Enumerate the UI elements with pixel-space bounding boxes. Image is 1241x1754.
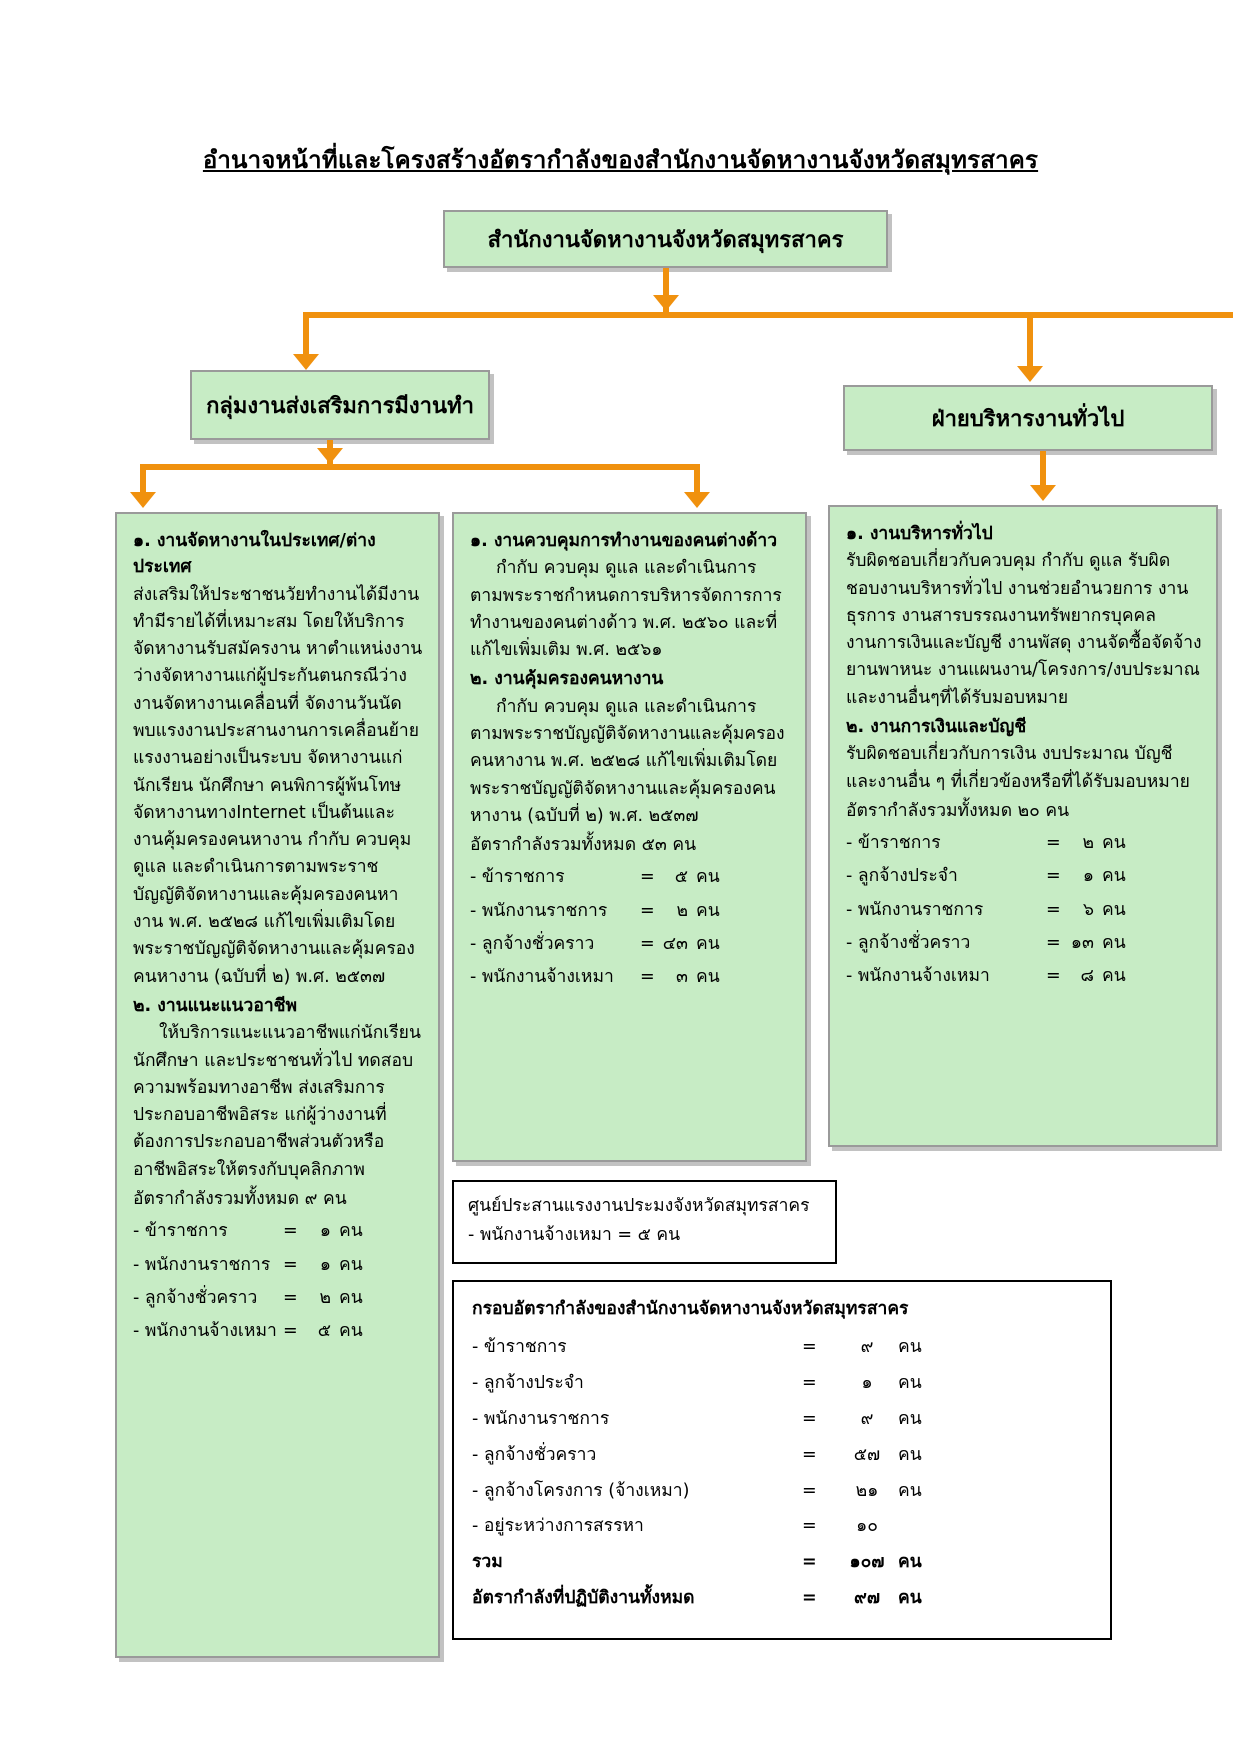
staff-unit: คน	[1102, 866, 1126, 887]
staff-num: ๓	[676, 967, 688, 988]
col2-staff-row	[470, 895, 791, 928]
framework-label: - ลูกจ้างชั่วคราว	[472, 1444, 597, 1465]
framework-row	[472, 1438, 1092, 1474]
framework-label: - อยู่ระหว่างการสรรหา	[472, 1516, 644, 1537]
panel-fishery-labour-center	[452, 1180, 837, 1264]
col2-staff-row	[470, 961, 791, 994]
framework-num: ๕๗	[853, 1444, 881, 1465]
arrowhead-col3	[1030, 485, 1056, 501]
staff-label: - ลูกจ้างชั่วคราว	[470, 933, 595, 954]
framework-unit: คน	[898, 1337, 922, 1357]
framework-eq: =	[802, 1372, 817, 1393]
col3-total-line: อัตรากำลังรวมทั้งหมด ๒๐ คน	[846, 800, 1070, 821]
col1-staff-row	[133, 1282, 424, 1315]
framework-row	[472, 1474, 1092, 1510]
branch-label-left: กลุ่มงานส่งเสริมการมีงานทำ	[206, 393, 474, 419]
staff-num: ๕	[317, 1321, 331, 1342]
connector-to-left-branch	[303, 312, 309, 360]
org-root-box	[443, 210, 888, 268]
staff-label: - ข้าราชการ	[846, 833, 941, 854]
staff-eq: =	[640, 967, 655, 988]
framework-row	[472, 1366, 1092, 1402]
staff-num: ๒	[319, 1287, 331, 1308]
connector-left-bus	[140, 464, 700, 470]
arrowhead-left-stem	[317, 448, 343, 464]
arrowhead-root-stem	[653, 295, 679, 311]
staff-eq: =	[283, 1221, 298, 1242]
col3-heading-1: ๑. งานบริหารทั่วไป	[846, 524, 993, 544]
staff-eq: =	[283, 1254, 298, 1275]
framework-num: ๙๗	[854, 1588, 880, 1609]
framework-row-active-total	[472, 1581, 1092, 1617]
col1-total-line: อัตรากำลังรวมทั้งหมด ๙ คน	[133, 1188, 347, 1209]
staff-unit: คน	[696, 933, 720, 954]
col2-staff-row	[470, 928, 791, 961]
staff-label: - ลูกจ้างชั่วคราว	[846, 932, 971, 953]
framework-label: - ลูกจ้างโครงการ (จ้างเหมา)	[472, 1480, 690, 1501]
staff-num: ๑๓	[1070, 932, 1094, 953]
staff-eq: =	[1046, 932, 1061, 953]
framework-label: - พนักงานราชการ	[472, 1408, 610, 1429]
col1-staff-row	[133, 1249, 424, 1282]
staff-label: - ข้าราชการ	[470, 867, 565, 888]
col2-heading-2: ๒. งานคุ้มครองคนหางาน	[470, 669, 664, 690]
staff-label: - ลูกจ้างประจำ	[846, 866, 958, 887]
staff-label: - พนักงานจ้างเหมา	[470, 967, 614, 988]
staff-unit: คน	[1102, 899, 1126, 920]
col2-staff-row	[470, 861, 791, 894]
staff-label: - พนักงานราชการ	[470, 900, 608, 921]
staff-num: ๑	[1082, 866, 1094, 887]
framework-num: ๑๐	[856, 1516, 878, 1537]
col3-staff-row	[846, 860, 1202, 893]
connector-to-right-branch	[1027, 312, 1033, 370]
staff-unit: คน	[1102, 932, 1126, 953]
framework-num: ๑๐๗	[849, 1552, 885, 1573]
page-title: อำนาจหน้าที่และโครงสร้างอัตรากำลังของสำนักงานจัดหางานจังหวัดสมุทรสาคร	[202, 146, 1039, 174]
staff-label: - พนักงานราชการ	[846, 899, 984, 920]
col1-paragraph-1: ส่งเสริมให้ประชาชนวัยทำงานได้มีงานทำมีรายได้ที่เหมาะสม โดยให้บริการจัดหางานรับสมัครงาน หาตำแหน่งงานว่างจัดหางานแก่ผู้ประกันตนกรณีว่างงานจัดหางานเคลื่อนที่ จัดงานวันนัดพบแรงงานประสานงานการเคลื่อนย้ายแรงงานอย่างเป็นระบบ จัดหางานแก่นักเรียน นักศึกษา คนพิการผู้พ้นโทษ จัดหางานทางInternet เป็นต้นและงานคุ้มครองคนหางาน กำกับ ควบคุม ดูแล และดำเนินการตามพระราชบัญญัติจัดหางานและคุ้มครองคนหางาน พ.ศ. ๒๕๒๘ แก้ไขเพิ่มเติมโดยพระราชบัญญัติจัดหางานและคุ้มครองคนหางาน (ฉบับที่ ๒) พ.ศ. ๒๕๓๗	[133, 584, 423, 987]
col1-staff-row	[133, 1215, 424, 1248]
framework-eq: =	[802, 1444, 817, 1465]
fishery-title: ศูนย์ประสานแรงงานประมงจังหวัดสมุทรสาคร	[468, 1196, 810, 1216]
framework-eq: =	[802, 1480, 817, 1501]
col2-paragraph-1: กำกับ ควบคุม ดูแล และดำเนินการตามพระราชกำหนดการบริหารจัดการการทำงานของคนต่างด้าว พ.ศ. ๒๕๖๐ และที่แก้ไขเพิ่มเติม พ.ศ. ๒๕๖๑	[470, 558, 782, 661]
staff-label: - พนักงานราชการ	[133, 1254, 271, 1275]
col2-paragraph-2: กำกับ ควบคุม ดูแล และดำเนินการตามพระราชบัญญัติจัดหางานและคุ้มครองคนหางาน พ.ศ. ๒๕๒๘ แก้ไขเพิ่มเติมโดยพระราชบัญญัติจัดหางานและคุ้มครองคนหางาน (ฉบับที่ ๒) พ.ศ. ๒๕๓๗	[470, 696, 785, 826]
col2-heading-1: ๑. งานควบคุมการทำงานของคนต่างด้าว	[470, 531, 778, 551]
col1-heading-1: ๑. งานจัดหางานในประเทศ/ต่างประเทศ	[133, 531, 376, 578]
staff-label: - ลูกจ้างชั่วคราว	[133, 1287, 258, 1308]
staff-num: ๔๓	[662, 933, 688, 954]
staff-eq: =	[1046, 833, 1061, 854]
col3-heading-2: ๒. งานการเงินและบัญชี	[846, 717, 1027, 738]
framework-row	[472, 1330, 1092, 1366]
panel-general-administration	[828, 505, 1218, 1147]
staff-unit: คน	[696, 900, 720, 921]
staff-eq: =	[1046, 966, 1061, 987]
connector-root-bus	[303, 312, 1233, 318]
staff-num: ๒	[1082, 833, 1094, 854]
col3-paragraph-1: รับผิดชอบเกี่ยวกับควบคุม กำกับ ดูแล รับผิดชอบงานบริหารทั่วไป งานช่วยอำนวยการ งานธุรการ งานสารบรรณงานทรัพยากรบุคคล งานการเงินและบัญชี งานพัสดุ งานจัดซื้อจัดจ้าง ยานพาหนะ งานแผนงาน/โครงการ/งบประมาณ และงานอื่นๆที่ได้รับมอบหมาย	[846, 551, 1202, 708]
framework-unit: คน	[898, 1372, 922, 1393]
branch-box-general-admin	[843, 385, 1213, 451]
framework-row-total	[472, 1545, 1092, 1581]
framework-label: อัตรากำลังที่ปฏิบัติงานทั้งหมด	[472, 1588, 695, 1609]
framework-unit: คน	[898, 1480, 922, 1501]
framework-unit: คน	[898, 1552, 922, 1573]
branch-box-employment-promotion	[190, 370, 490, 440]
framework-unit: คน	[898, 1588, 922, 1609]
arrowhead-right-branch	[1017, 366, 1043, 382]
framework-title: กรอบอัตรากำลังของสำนักงานจัดหางานจังหวัดสมุทรสาคร	[472, 1299, 909, 1319]
org-root-label: สำนักงานจัดหางานจังหวัดสมุทรสาคร	[487, 227, 844, 253]
staff-unit: คน	[339, 1221, 363, 1242]
staff-eq: =	[640, 900, 655, 921]
framework-eq: =	[802, 1552, 817, 1573]
col3-paragraph-2: รับผิดชอบเกี่ยวกับการเงิน งบประมาณ บัญชี และงานอื่น ๆ ที่เกี่ยวข้องหรือที่ได้รับมอบหมาย	[846, 744, 1190, 792]
arrowhead-left-branch	[293, 354, 319, 370]
framework-num: ๑	[861, 1372, 873, 1393]
staff-label: - ข้าราชการ	[133, 1221, 228, 1242]
framework-eq: =	[802, 1408, 817, 1429]
col3-staff-row	[846, 927, 1202, 960]
col3-staff-row	[846, 960, 1202, 993]
framework-eq: =	[802, 1337, 817, 1357]
framework-label: รวม	[472, 1552, 503, 1573]
staff-num: ๑	[319, 1254, 331, 1275]
arrowhead-col1	[130, 492, 156, 508]
panel-staffing-framework	[452, 1280, 1112, 1640]
staff-unit: คน	[1102, 966, 1126, 987]
col1-heading-2: ๒. งานแนะแนวอาชีพ	[133, 995, 298, 1016]
staff-num: ๕	[674, 867, 688, 888]
framework-label: - ข้าราชการ	[472, 1337, 567, 1357]
staff-num: ๑	[319, 1221, 331, 1242]
framework-num: ๒๑	[855, 1480, 879, 1501]
staff-eq: =	[1046, 899, 1061, 920]
staff-eq: =	[1046, 866, 1061, 887]
staff-unit: คน	[339, 1254, 363, 1275]
col3-staff-row	[846, 827, 1202, 860]
col2-total-line: อัตรากำลังรวมทั้งหมด ๕๓ คน	[470, 835, 697, 856]
col1-staff-row	[133, 1315, 424, 1348]
staff-eq: =	[283, 1287, 298, 1308]
staff-unit: คน	[339, 1321, 363, 1342]
staff-eq: =	[640, 867, 655, 888]
staff-eq: =	[640, 933, 655, 954]
fishery-staff-row: - พนักงานจ้างเหมา = ๕ คน	[468, 1224, 681, 1245]
staff-unit: คน	[1102, 833, 1126, 854]
col3-staff-row	[846, 894, 1202, 927]
panel-domestic-overseas-employment	[115, 512, 440, 1658]
framework-row	[472, 1402, 1092, 1438]
framework-eq: =	[802, 1516, 817, 1537]
arrowhead-col2	[684, 492, 710, 508]
staff-eq: =	[283, 1321, 298, 1342]
staff-unit: คน	[696, 967, 720, 988]
branch-label-right: ฝ่ายบริหารงานทั่วไป	[931, 406, 1125, 432]
framework-eq: =	[802, 1588, 817, 1609]
framework-unit: คน	[898, 1408, 922, 1429]
staff-label: - พนักงานจ้างเหมา	[133, 1321, 277, 1342]
framework-label: - ลูกจ้างประจำ	[472, 1372, 584, 1393]
staff-unit: คน	[696, 867, 720, 888]
framework-unit: คน	[898, 1444, 922, 1465]
staff-label: - พนักงานจ้างเหมา	[846, 966, 990, 987]
panel-foreign-worker-control	[452, 512, 807, 1162]
framework-row	[472, 1509, 1092, 1545]
framework-num: ๙	[860, 1337, 874, 1357]
staff-num: ๘	[1080, 966, 1094, 987]
staff-num: ๒	[676, 900, 688, 921]
staff-unit: คน	[339, 1287, 363, 1308]
col1-paragraph-2: ให้บริการแนะแนวอาชีพแก่นักเรียน นักศึกษา และประชาชนทั่วไป ทดสอบความพร้อมทางอาชีพ ส่งเสริมการประกอบอาชีพอิสระ แก่ผู้ว่างงานที่ต้องการประกอบอาชีพส่วนตัวหรืออาชีพอิสระให้ตรงกับบุคลิกภาพ	[133, 1023, 421, 1180]
staff-num: ๖	[1082, 899, 1094, 920]
framework-num: ๙	[860, 1408, 874, 1429]
